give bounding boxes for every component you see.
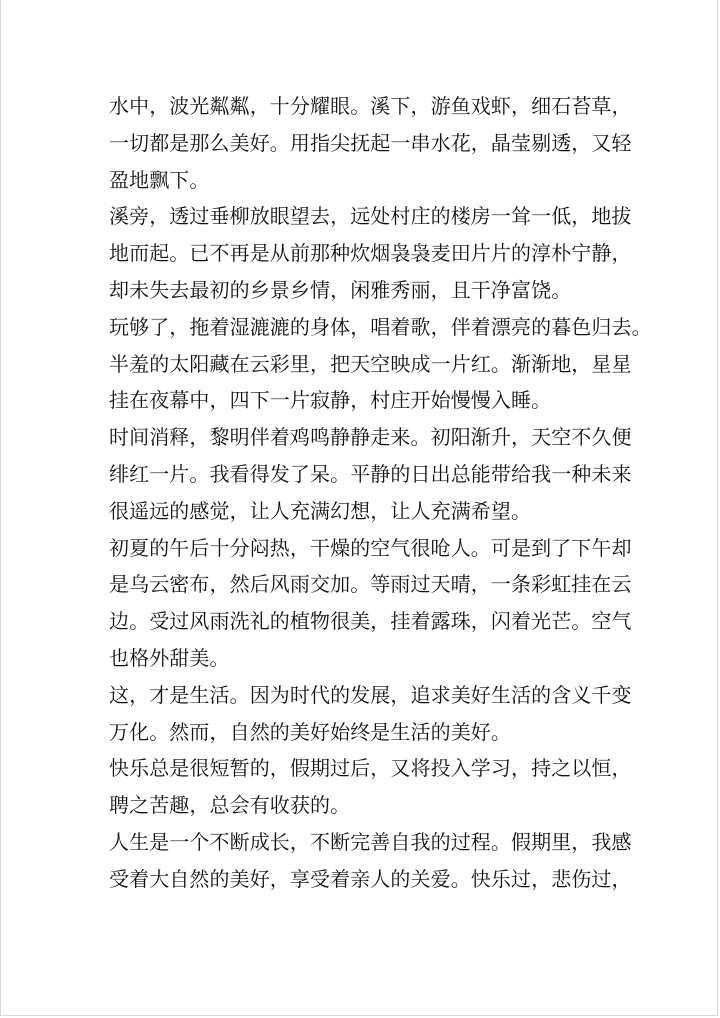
- text-line: 水中，波光粼粼，十分耀眼。溪下，游鱼戏虾，细石苔草，: [109, 94, 632, 118]
- text-line: 却未失去最初的乡景乡情，闲雅秀丽，且干净富饶。: [109, 277, 572, 302]
- text-line: 玩够了，拖着湿漉漉的身体，唱着歌，伴着漂亮的暮色归去。: [109, 314, 652, 339]
- text-line: 也格外甜美。: [109, 645, 230, 670]
- document-body: [109, 88, 652, 898]
- text-line: 快乐总是很短暂的，假期过后，又将投入学习，持之以恒，: [109, 756, 632, 781]
- text-line: 是乌云密布，然后风雨交加。等雨过天晴，一条彩虹挂在云: [109, 572, 632, 597]
- text-line: 万化。然而，自然的美好始终是生活的美好。: [109, 719, 511, 744]
- text-line: 初夏的午后十分闷热，干燥的空气很呛人。可是到了下午却: [109, 535, 632, 560]
- text-line: 一切都是那么美好。用指尖抚起一串水花，晶莹剔透，又轻: [109, 130, 632, 155]
- text-line: 地而起。已不再是从前那种炊烟袅袅麦田片片的淳朴宁静，: [109, 241, 632, 266]
- text-line: 受着大自然的美好，享受着亲人的关爱。快乐过，悲伤过，: [109, 866, 632, 891]
- text-line: 溪旁，透过垂柳放眼望去，远处村庄的楼房一耸一低，地拔: [109, 204, 632, 229]
- text-line: 这，才是生活。因为时代的发展，追求美好生活的含义千变: [109, 682, 632, 707]
- text-line: 挂在夜幕中，四下一片寂静，村庄开始慢慢入睡。: [109, 388, 552, 413]
- text-line: 很遥远的感觉，让人充满幻想，让人充满希望。: [109, 498, 532, 523]
- text-line: 绯红一片。我看得发了呆。平静的日出总能带给我一种未来: [109, 461, 632, 486]
- text-line: 盈地飘下。: [109, 167, 210, 192]
- text-line: 边。受过风雨洗礼的植物很美，挂着露珠，闪着光芒。空气: [109, 609, 632, 634]
- text-line: 人生是一个不断成长，不断完善自我的过程。假期里，我感: [109, 829, 632, 854]
- text-line: 聘之苦趣，总会有收获的。: [109, 793, 351, 818]
- text-line: 时间消释，黎明伴着鸡鸣静静走来。初阳渐升，天空不久便: [109, 425, 632, 450]
- text-line: 半羞的太阳藏在云彩里，把天空映成一片红。渐渐地，星星: [109, 351, 632, 376]
